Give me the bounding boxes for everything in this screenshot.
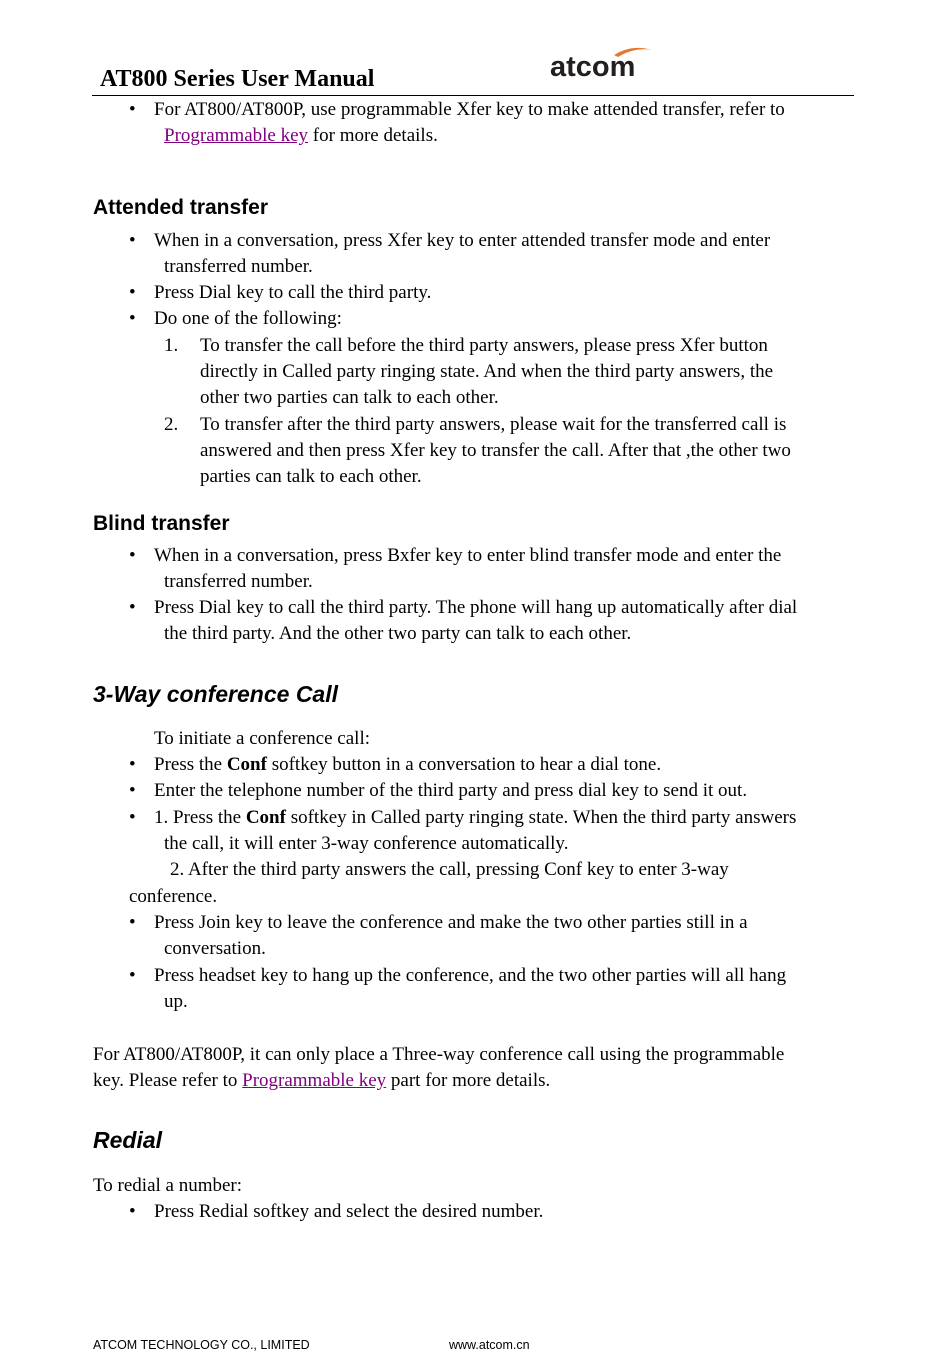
numbered-item-1-line-2: directly in Called party ringing state. And when the third party answers, the	[200, 361, 774, 382]
conference-bullet-5-line-2: up.	[164, 991, 188, 1012]
programmable-key-link[interactable]: Programmable key	[164, 125, 309, 146]
blind-bullet-1-line-2: transferred number.	[164, 571, 313, 592]
redial-bullet-1: Press Redial softkey and select the desired number.	[154, 1201, 544, 1222]
conference-bullet-5-line-1: Press headset key to hang up the conference, and the two other parties will all hang	[154, 965, 787, 986]
conference-bullet-3-line-1: 1. Press the Conf softkey in Called party ringing state. When the third party answers	[154, 807, 797, 828]
logo-text: atcom	[550, 51, 636, 82]
blind-transfer-heading: Blind transfer	[93, 512, 230, 535]
bullet-icon: •	[129, 545, 136, 566]
conference-bullet-3-line-2: the call, it will enter 3-way conference automatically.	[164, 833, 569, 854]
bullet-icon: •	[129, 597, 136, 618]
conference-bullet-1: Press the Conf softkey button in a conversation to hear a dial tone.	[154, 754, 662, 775]
conference-paragraph-line-2: key. Please refer to Programmable key part for more details.	[93, 1070, 551, 1091]
numbered-item-2-line-2: answered and then press Xfer key to transfer the call. After that ,the other two	[200, 440, 791, 461]
attended-bullet-1-line-1: When in a conversation, press Xfer key to enter attended transfer mode and enter	[154, 230, 771, 251]
atcom-logo	[548, 46, 658, 87]
intro-line-2: Programmable key for more details.	[164, 125, 438, 146]
document-title: AT800 Series User Manual	[100, 66, 375, 92]
conference-bullet-3-line-3: 2. After the third party answers the call, pressing Conf key to enter 3-way	[170, 859, 729, 880]
numbered-item-1-number: 1.	[164, 335, 179, 356]
conference-bullet-4-line-1: Press Join key to leave the conference and make the two other parties still in a	[154, 912, 748, 933]
numbered-item-2-line-3: parties can talk to each other.	[200, 466, 422, 487]
blind-bullet-2-line-2: the third party. And the other two party can talk to each other.	[164, 623, 632, 644]
redial-intro: To redial a number:	[93, 1175, 243, 1196]
redial-heading: Redial	[93, 1127, 163, 1153]
footer-company: ATCOM TECHNOLOGY CO., LIMITED	[93, 1338, 310, 1352]
conference-paragraph-line-1: For AT800/AT800P, it can only place a Three-way conference call using the programmable	[93, 1044, 785, 1065]
bullet-icon: •	[129, 780, 136, 801]
blind-bullet-2-line-1: Press Dial key to call the third party. The phone will hang up automatically after dial	[154, 597, 798, 618]
bullet-icon: •	[129, 807, 136, 828]
conference-bullet-2: Enter the telephone number of the third party and press dial key to send it out.	[154, 780, 748, 801]
bullet-icon: •	[129, 754, 136, 775]
conference-intro: To initiate a conference call:	[154, 728, 370, 749]
attended-bullet-1-line-2: transferred number.	[164, 256, 313, 277]
numbered-item-1-line-1: To transfer the call before the third party answers, please press Xfer button	[200, 335, 768, 356]
numbered-item-2-line-1: To transfer after the third party answers, please wait for the transferred call is	[200, 414, 787, 435]
numbered-item-1-line-3: other two parties can talk to each other.	[200, 387, 499, 408]
footer-website: www.atcom.cn	[449, 1338, 530, 1352]
programmable-key-link[interactable]: Programmable key	[242, 1070, 387, 1091]
conference-bullet-4-line-2: conversation.	[164, 938, 266, 959]
attended-bullet-2: Press Dial key to call the third party.	[154, 282, 432, 303]
intro-line-1: For AT800/AT800P, use programmable Xfer key to make attended transfer, refer to	[154, 99, 785, 120]
header-divider	[92, 95, 854, 96]
numbered-item-2-number: 2.	[164, 414, 179, 435]
bullet-icon: •	[129, 308, 136, 329]
conference-bullet-3-line-4: conference.	[129, 886, 218, 907]
bullet-icon: •	[129, 912, 136, 933]
bullet-icon: •	[129, 282, 136, 303]
conference-heading: 3-Way conference Call	[93, 681, 339, 707]
attended-bullet-3: Do one of the following:	[154, 308, 342, 329]
bullet-icon: •	[129, 1201, 136, 1222]
bullet-icon: •	[129, 230, 136, 251]
blind-bullet-1-line-1: When in a conversation, press Bxfer key to enter blind transfer mode and enter the	[154, 545, 782, 566]
attended-transfer-heading: Attended transfer	[93, 196, 269, 219]
bullet-icon: •	[129, 965, 136, 986]
bullet-icon: •	[129, 99, 136, 120]
